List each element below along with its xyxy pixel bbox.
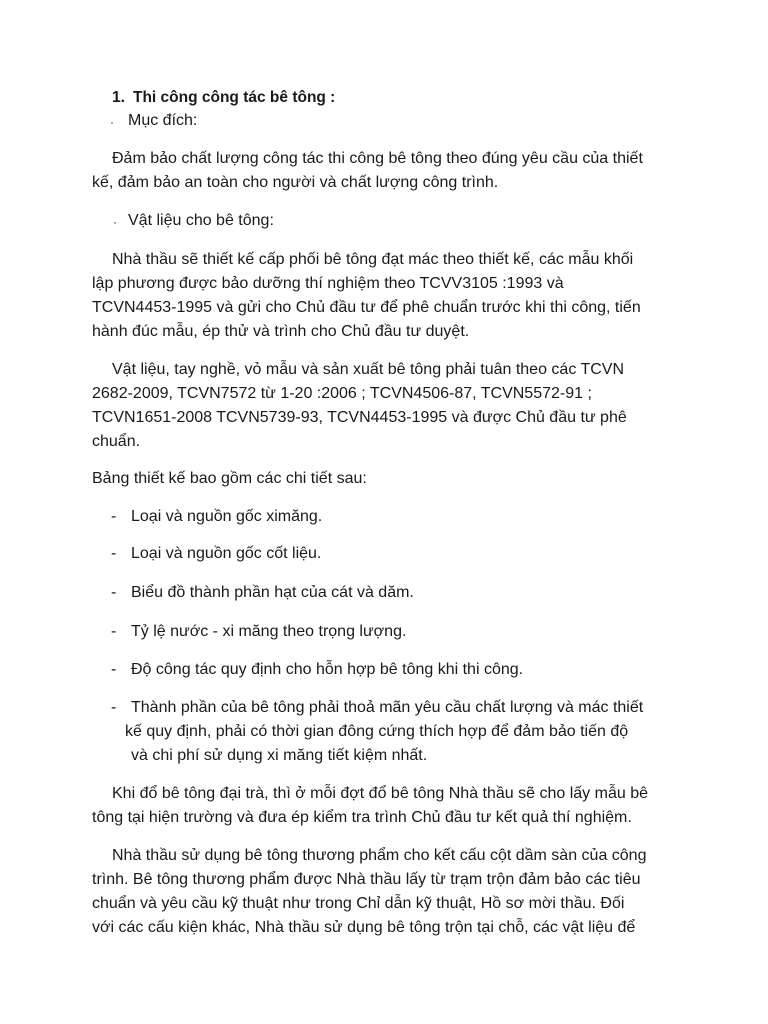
list-dash: - xyxy=(111,661,117,678)
list-item-line: kế quy định, phải có thời gian đông cứng thích hợp để đảm bảo tiến độ xyxy=(125,723,629,740)
paragraph-line: 2682-2009, TCVN7572 từ 1-20 :2006 ; TCVN4506-87, TCVN5572-91 ; xyxy=(92,385,592,402)
materials-paragraph-1 xyxy=(92,248,641,344)
list-dash: - xyxy=(111,508,117,525)
paragraph-line: Khi đổ bê tông đại trà, thì ở mỗi đợt đổ bê tông Nhà thầu sẽ cho lấy mẫu bê xyxy=(112,785,648,802)
paragraph-line: kế, đảm bảo an toàn cho người và chất lượng công trình. xyxy=(92,174,499,191)
paragraph-line: Nhà thầu sẽ thiết kế cấp phối bê tông đạt mác theo thiết kế, các mẫu khối xyxy=(112,251,634,268)
list-item: Loại và nguồn gốc ximăng. xyxy=(131,508,323,525)
bullet-dot-icon: · xyxy=(113,215,117,229)
paragraph-line: với các cấu kiện khác, Nhà thầu sử dụng bê tông trộn tại chỗ, các vật liệu để xyxy=(92,919,636,936)
purpose-label: Mục đích: xyxy=(128,112,198,129)
section-number: 1. xyxy=(112,89,125,106)
design-table-intro: Bảng thiết kế bao gồm các chi tiết sau: xyxy=(92,470,367,487)
paragraph-line: Vật liệu, tay nghề, vỏ mẫu và sản xuất bê tông phải tuân theo các TCVN xyxy=(112,361,625,378)
section-heading xyxy=(112,86,335,110)
list-dash: - xyxy=(111,545,117,562)
list-item: Độ công tác quy định cho hỗn hợp bê tông khi thi công. xyxy=(131,661,524,678)
paragraph-line: trình. Bê tông thương phẩm được Nhà thầu lấy từ trạm trộn đảm bảo các tiêu xyxy=(92,871,641,888)
paragraph-line: TCVN1651-2008 TCVN5739-93, TCVN4453-1995 và được Chủ đầu tư phê xyxy=(92,409,627,426)
paragraph-line: Đảm bảo chất lượng công tác thi công bê tông theo đúng yêu cầu của thiết xyxy=(112,150,643,167)
commercial-paragraph xyxy=(92,844,646,940)
paragraph-line: chuẩn và yêu cầu kỹ thuật như trong Chỉ dẫn kỹ thuật, Hồ sơ mời thầu. Đối xyxy=(92,895,625,912)
list-dash: - xyxy=(111,623,117,640)
list-dash: - xyxy=(111,699,117,716)
list-item: Loại và nguồn gốc cốt liệu. xyxy=(131,545,322,562)
paragraph-line: chuẩn. xyxy=(92,433,141,450)
bullet-dot-icon: · xyxy=(110,115,114,129)
materials-label: Vật liệu cho bê tông: xyxy=(128,212,274,229)
list-dash: - xyxy=(111,584,117,601)
list-item-line: và chi phí sử dụng xi măng tiết kiệm nhất. xyxy=(131,747,428,764)
list-item: Biểu đồ thành phần hạt của cát và dăm. xyxy=(131,584,414,601)
sampling-paragraph xyxy=(92,782,648,830)
purpose-paragraph xyxy=(92,147,643,195)
materials-paragraph-2 xyxy=(92,358,627,454)
list-item: Tỷ lệ nước - xi măng theo trọng lượng. xyxy=(131,623,407,640)
paragraph-line: Nhà thầu sử dụng bê tông thương phẩm cho kết cấu cột dầm sàn của công xyxy=(112,847,647,864)
paragraph-line: hành đúc mẫu, ép thử và trình cho Chủ đầu tư duyệt. xyxy=(92,323,470,340)
paragraph-line: TCVN4453-1995 và gửi cho Chủ đầu tư để phê chuẩn trước khi thi công, tiến xyxy=(92,299,641,316)
list-item xyxy=(125,696,644,768)
list-item-line: Thành phần của bê tông phải thoả mãn yêu cầu chất lượng và mác thiết xyxy=(131,699,644,716)
paragraph-line: tông tại hiện trường và đưa ép kiểm tra trình Chủ đầu tư kết quả thí nghiệm. xyxy=(92,809,632,826)
paragraph-line: lập phương được bảo dưỡng thí nghiệm theo TCVV3105 :1993 và xyxy=(92,275,564,292)
section-title: Thi công công tác bê tông : xyxy=(133,89,336,106)
